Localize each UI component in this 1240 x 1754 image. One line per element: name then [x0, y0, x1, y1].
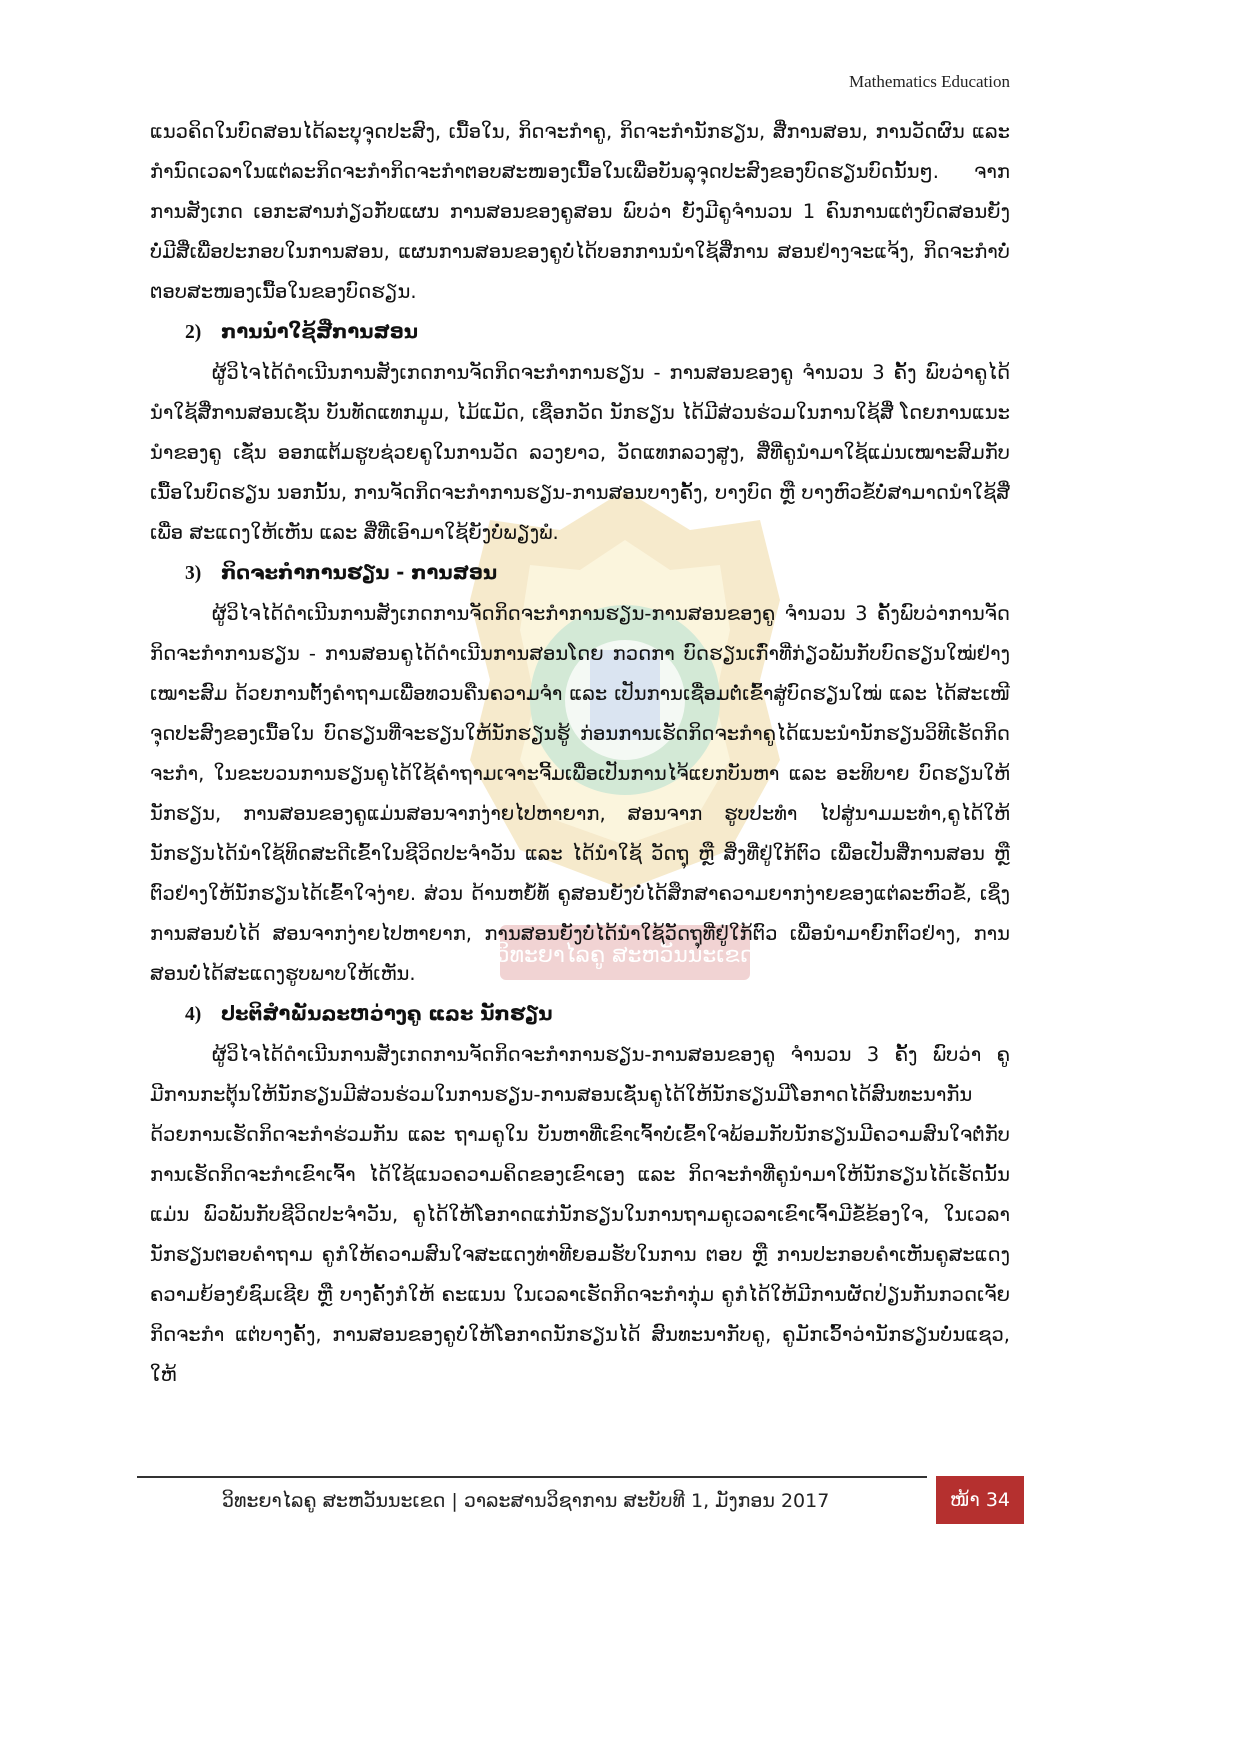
section-number: 4) — [185, 1004, 202, 1025]
paragraph-3: ຜູ້ວິໄຈໄດ້ດໍາເນີນການສັງເກດການຈັດກິດຈະກໍາການຮຽນ-ການສອນຂອງຄູ ຈໍານວນ 3 ຄັ້ງພົບວ່າການຈັດກິດຈະກໍາການຮຽນ - ການສອນຄູໄດ້ດໍາເນີນການສອນໂດຍ ກວດກາ ບົດຮຽນເກົ່າທີ່ກ່ຽວພັນກັບບົດຮຽນໃໝ່ຢ່າງ ເໝາະສົມ ດ້ວຍການຕັ້ງຄໍາຖາມເພື່ອທວນຄືນຄວາມຈໍາ ແລະ ເປັນການເຊື່ອມຕໍ່ເຂົ້າສູ່ບົດຮຽນໃໝ່ ແລະ ໄດ້ສະເໜີຈຸດປະສົງຂອງເນື້ອໃນ ບົດຮຽນທີ່ຈະຮຽນໃຫ້ນັກຮຽນຮູ້ ກ່ອນການເຮັດກິດຈະກໍາຄູໄດ້ແນະນໍານັກຮຽນວິທີເຮັດກິດຈະກໍາ, ໃນຂະບວນການຮຽນຄູໄດ້ໃຊ້ຄໍາຖາມເຈາະຈີ້ມເພື່ອເປັນການໄຈ້ແຍກບັນຫາ ແລະ ອະທິບາຍ ບົດຮຽນໃຫ້ນັກຮຽນ, ການສອນຂອງຄູແມ່ນສອນຈາກງ່າຍໄປຫາຍາກ, ສອນຈາກ ຮູບປະທໍາ ໄປສູ່ນາມມະທໍາ,ຄູໄດ້ໃຫ້ນັກຮຽນໄດ້ນໍາໃຊ້ທິດສະດີເຂົ້າໃນຊີວິດປະຈໍາວັນ ແລະ ໄດ້ນໍາໃຊ້ ວັດຖຸ ຫຼື ສິ່ງທີ່ຢູ່ໃກ້ຕົວ ເພື່ອເປັນສື່ການສອນ ຫຼື ຕົວຢ່າງໃຫ້ນັກຮຽນໄດ້ເຂົ້າໃຈງ່າຍ. ສ່ວນ ດ້ານຫຍໍ້ທໍ້ ຄູສອນຍັງບໍ່ໄດ້ສຶກສາຄວາມຍາກງ່າຍຂອງແຕ່ລະຫົວຂໍ້, ເຊິ່ງການສອນບໍ່ໄດ້ ສອນຈາກງ່າຍໄປຫາຍາກ, ການສອນຍັງບໍ່ໄດ້ນໍາໃຊ້ວັດຖຸທີ່ຢູ່ໃກ້ຕົວ ເພື່ອນໍາມາຍົກຕົວຢ່າງ, ການສອນບໍ່ໄດ້ສະແດງຮູບພາບໃຫ້ເຫັນ. — [150, 602, 1010, 985]
paragraph-1: ແນວຄິດໃນບົດສອນໄດ້ລະບຸຈຸດປະສົງ, ເນື້ອໃນ, ກິດຈະກໍາຄູ, ກິດຈະກໍານັກຮຽນ, ສື່ການສອນ, ການວັດຜົນ ແລະ ກໍານົດເວລາໃນແຕ່ລະກິດຈະກໍາກິດຈະກໍາຕອບສະໜອງເນື້ອໃນເພື່ອບັນລຸຈຸດປະສົງຂອງບົດຮຽນບົດນັ້ນໆ. ຈາກການສັງເກດ ເອກະສານກ່ຽວກັບແຜນ ການສອນຂອງຄູສອນ ພົບວ່າ ຍັງມີຄູຈໍານວນ 1 ຄົນການແຕ່ງບົດສອນຍັງບໍ່ມີສື່ເພື່ອປະກອບໃນການສອນ, ແຜນການສອນຂອງຄູບໍ່ໄດ້ບອກການນໍາໃຊ້ສື່ການ ສອນຢ່າງຈະແຈ້ງ, ກິດຈະກໍາບໍ່ຕອບສະໜອງເນື້ອໃນຂອງບົດຮຽນ. — [150, 120, 1010, 303]
section-number: 3) — [185, 563, 202, 584]
article-body — [150, 112, 1010, 1395]
journal-header-title: Mathematics Education — [849, 72, 1010, 91]
section-heading-2 — [150, 312, 1010, 353]
section-title: ກິດຈະກໍາການຮຽນ - ການສອນ — [221, 561, 498, 584]
footer-journal-info: ວິທະຍາໄລຄູ ສະຫວັນນະເຂດ | ວາລະສານວິຊາການ ສະບັບທີ 1, ມັງກອນ 2017 — [222, 1490, 830, 1512]
svg-text:ວິທະຍາໄລຄູ ສະຫວັນນະເຂດ: ວິທະຍາໄລຄູ ສະຫວັນນະເຂດ — [495, 943, 755, 968]
section-heading-3 — [150, 553, 1010, 594]
section-number: 2) — [185, 322, 202, 343]
page-number-badge: ໜ້າ 34 — [936, 1476, 1024, 1524]
paragraph-4: ຜູ້ວິໄຈໄດ້ດໍາເນີນການສັງເກດການຈັດກິດຈະກໍາການຮຽນ-ການສອນຂອງຄູ ຈໍານວນ 3 ຄັ້ງ ພົບວ່າ ຄູມີການກະຕຸ້ນໃຫ້ນັກຮຽນມີສ່ວນຮ່ວມໃນການຮຽນ-ການສອນເຊັ່ນຄູໄດ້ໃຫ້ນັກຮຽນມີໂອກາດໄດ້ສົນທະນາກັນດ້ວຍການເຮັດກິດຈະກໍາຮ່ວມກັນ ແລະ ຖາມຄູໃນ ບັນຫາທີ່ເຂົາເຈົ້າບໍ່ເຂົ້າໃຈພ້ອມກັບນັກຮຽນມີຄວາມສົນໃຈຕໍ່ກັບການເຮັດກິດຈະກໍາເຂົາເຈົ້າ ໄດ້ໃຊ້ແນວຄວາມຄິດຂອງເຂົາເອງ ແລະ ກິດຈະກໍາທີ່ຄູນໍາມາໃຫ້ນັກຮຽນໄດ້ເຮັດນັ້ນແມ່ນ ພົວພັນກັບຊີວິດປະຈໍາວັນ, ຄູໄດ້ໃຫ້ໂອກາດແກ່ນັກຮຽນໃນການຖາມຄູເວລາເຂົາເຈົ້າມີຂໍ້ຂ້ອງໃຈ, ໃນເວລານັກຮຽນຕອບຄໍາຖາມ ຄູກໍໃຫ້ຄວາມສົນໃຈສະແດງທ່າທີຍອມຮັບໃນການ ຕອບ ຫຼື ການປະກອບຄໍາເຫັນຄູສະແດງຄວາມຍ້ອງຍໍຊົມເຊີຍ ຫຼື ບາງຄັ້ງກໍໃຫ້ ຄະແນນ ໃນເວລາເຮັດກິດຈະກໍາກຸ່ມ ຄູກໍໄດ້ໃຫ້ມີການຜັດປ່ຽນກັນກວດເຈັຍກິດຈະກໍາ ແຕ່ບາງຄັ້ງ, ການສອນຂອງຄູບໍ່ໃຫ້ໂອກາດນັກຮຽນໄດ້ ສົນທະນາກັບຄູ, ຄູມັກເວົ້າວ່ານັກຮຽນບໍ່ນແຊວ, ໃຫ້ — [150, 1043, 1010, 1386]
section-title: ປະຕິສໍາພັນລະຫວ່າງຄູ ແລະ ນັກຮຽນ — [221, 1002, 553, 1025]
paragraph-2: ຜູ້ວິໄຈໄດ້ດໍາເນີນການສັງເກດການຈັດກິດຈະກໍາການຮຽນ - ການສອນຂອງຄູ ຈໍານວນ 3 ຄັ້ງ ພົບວ່າຄູໄດ້ນໍາໃຊ້ສື່ການສອນເຊັ່ນ ບັນທັດແທກມູມ, ໄມ້ແມັດ, ເຊືອກວັດ ນັກຮຽນ ໄດ້ມີສ່ວນຮ່ວມໃນການໃຊ້ສື່ ໂດຍການແນະນໍາຂອງຄູ ເຊັ່ນ ອອກແຕ້ມຮູບຊ່ວຍຄູໃນການວັດ ລວງຍາວ, ວັດແທກລວງສູງ, ສື່ທີ່ຄູນໍາມາໃຊ້ແມ່ນເໝາະສົມກັບເນື້ອໃນບົດຮຽນ ນອກນັ້ນ, ການຈັດກິດຈະກໍາການຮຽນ-ການສອນບາງຄັ້ງ, ບາງບົດ ຫຼື ບາງຫົວຂໍ້ບໍ່ສາມາດນໍາໃຊ້ສື່ເພື່ອ ສະແດງໃຫ້ເຫັນ ແລະ ສື່ທີ່ເອົາມາໃຊ້ຍັງບໍ່ພຽງພໍ. — [150, 361, 1010, 544]
footer-divider — [137, 1476, 927, 1478]
section-heading-4 — [150, 994, 1010, 1035]
section-title: ການນໍາໃຊ້ສື່ການສອນ — [221, 320, 418, 343]
